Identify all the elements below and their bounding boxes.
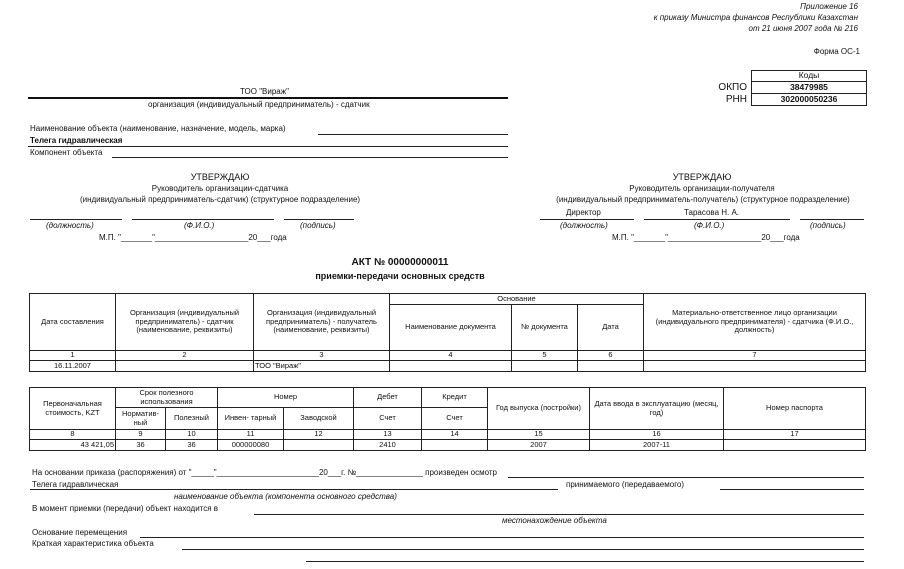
cell-commission: 2007-11 [590,440,724,451]
object-name-label: Наименование объекта (наименование, назначение, модель, марка) [30,124,286,133]
col-number: 6 [578,351,644,361]
th-docnum: № документа [512,305,578,351]
cell-debit: 2410 [354,440,422,451]
object-underline [30,489,558,490]
approve-right-cap-sign: (подпись) [810,221,846,230]
location-caption: местонахождение объекта [502,516,607,525]
appendix-label: Приложение 16 [800,2,858,11]
col-number: 14 [422,430,488,440]
cell-sender [116,361,254,372]
cell-year: 2007 [488,440,590,451]
col-number: 4 [390,351,512,361]
approve-left-line-sign [284,219,354,220]
th-passport: Номер паспорта [724,388,866,430]
approve-right-role1: Руководитель организации-получателя [629,184,775,193]
col-number: 12 [284,430,354,440]
cell-credit [422,440,488,451]
approve-right-line-fio [644,219,790,220]
th-credit: Кредит [422,388,488,408]
approve-left-title: УТВЕРЖДАЮ [190,172,250,182]
cell-docnum [512,361,578,372]
approve-left-cap-sign: (подпись) [300,221,336,230]
th-life: Срок полезного использования [116,388,218,408]
form-label: Форма ОС-1 [813,47,860,56]
cell-passport [724,440,866,451]
cell-docdate [578,361,644,372]
table-row [30,440,866,451]
approve-left-role1: Руководитель организации-сдатчика [151,184,289,193]
table-row [30,361,866,372]
codes-table [700,70,867,106]
col-number: 13 [354,430,422,440]
act-title: АКТ № 00000000011 [351,257,449,268]
move-basis-label: Основание перемещения [32,528,128,537]
move-basis-underline [140,537,864,538]
order-label: к приказу Министра финансов Республики Казахстан [653,13,858,22]
th-inv: Инвен- тарный [218,408,284,430]
th-norm: Норматив-ный [116,408,166,430]
sender-name: ТОО "Вираж" [240,87,289,96]
th-receiver: Организация (индивидуальный предприниматель) - получатель (наименование, реквизиты) [254,294,390,351]
short-desc-label: Краткая характеристика объекта [32,539,154,548]
object-caption: наименование объекта (компонента основного средства) [174,492,397,501]
extra-underline [306,561,864,562]
rnn-value: 302000050236 [752,94,867,106]
approve-left-role2: (индивидуальный предприниматель-сдатчик) (структурное подразделение) [79,195,361,204]
th-account-debit: Счет [354,408,422,430]
th-commission: Дата ввода в эксплуатацию (месяц, год) [590,388,724,430]
col-number: 17 [724,430,866,440]
approve-right-title: УТВЕРЖДАЮ [672,172,732,182]
sender-caption: организация (индивидуальный предприниматель) - сдатчик [148,100,370,109]
col-number: 7 [644,351,866,361]
approve-right-fio: Тарасова Н. А. [684,208,740,217]
th-sender: Организация (индивидуальный предприниматель) - сдатчик (наименование, реквизиты) [116,294,254,351]
cell-useful: 36 [166,440,218,451]
sender-line [28,97,508,99]
col-number: 1 [30,351,116,361]
accepted-label: принимаемого (передаваемого) [566,480,685,489]
approve-right-line-position [540,219,634,220]
col-number: 2 [116,351,254,361]
approve-right-line-sign [800,219,864,220]
cell-inv: 000000080 [218,440,284,451]
col-number: 5 [512,351,578,361]
object-name-underline [318,134,508,135]
col-number: 9 [116,430,166,440]
cell-norm: 36 [116,440,166,451]
col-number: 16 [590,430,724,440]
cell-date: 16.11.2007 [30,361,116,372]
approve-left-cap-position: (должность) [46,221,94,230]
asset-table [29,387,866,451]
okpo-label: ОКПО [718,81,747,93]
approve-right-cap-fio: (Ф.И.О.) [694,221,725,230]
object-name-line [28,146,508,147]
th-basis: Основание [390,294,644,305]
transfer-table [29,293,866,372]
approve-right-cap-position: (должность) [560,221,608,230]
approve-right-position: Директор [566,208,601,217]
col-number: 11 [218,430,284,440]
component-line [112,157,508,158]
col-number: 8 [30,430,116,440]
th-cost: Первоначальная стоимость, KZT [30,388,116,430]
col-number: 3 [254,351,390,361]
act-subtitle: приемки-передачи основных средств [315,271,485,281]
location-underline [254,514,864,515]
approve-left-cap-fio: (Ф.И.О.) [184,221,215,230]
th-year: Год выпуска (постройки) [488,388,590,430]
approve-left-stamp: М.П. "_______"_____________________20___года [99,233,287,242]
th-account-credit: Счет [422,408,488,430]
th-docname: Наименование документа [390,305,512,351]
codes-title: Коды [752,71,867,82]
approve-left-line-fio [132,219,274,220]
okpo-value: 38479985 [752,82,867,94]
basis-underline [508,477,864,478]
col-number: 15 [488,430,590,440]
col-number: 10 [166,430,218,440]
order-date: от 21 июня 2007 года № 216 [748,24,858,33]
th-useful: Полезный [166,408,218,430]
th-date: Дата составления [30,294,116,351]
rnn-label: РНН [725,93,747,105]
th-debit: Дебет [354,388,422,408]
cell-person [644,361,866,372]
approve-left-line-position [30,219,122,220]
cell-docname [390,361,512,372]
cell-receiver: ТОО "Вираж" [254,361,390,372]
object-name-value: Телега гидравлическая [30,136,123,145]
approve-right-stamp: М.П. "_______"_____________________20___года [612,233,800,242]
th-factory: Заводской [284,408,354,430]
accepted-underline [720,489,864,490]
approve-right-role2: (индивидуальный предприниматель-получатель) (структурное подразделение) [556,195,850,204]
component-label: Компонент объекта [30,148,103,157]
basis-line: На основании приказа (распоряжения) от "_____"_______________________20___г. №_______________ произведен осмотр [32,468,498,477]
footer-object-value: Телега гидравлическая [32,480,119,489]
th-person: Материально-ответственное лицо организации (индивидуального предпринимателя) - сдатчика (Ф.И.О., должность) [644,294,866,351]
cell-factory [284,440,354,451]
short-desc-underline [182,549,864,550]
location-label: В момент приемки (передачи) объект находится в [32,504,219,513]
cell-cost: 43 421,05 [30,440,116,451]
th-date2: Дата [578,305,644,351]
th-number: Номер [218,388,354,408]
